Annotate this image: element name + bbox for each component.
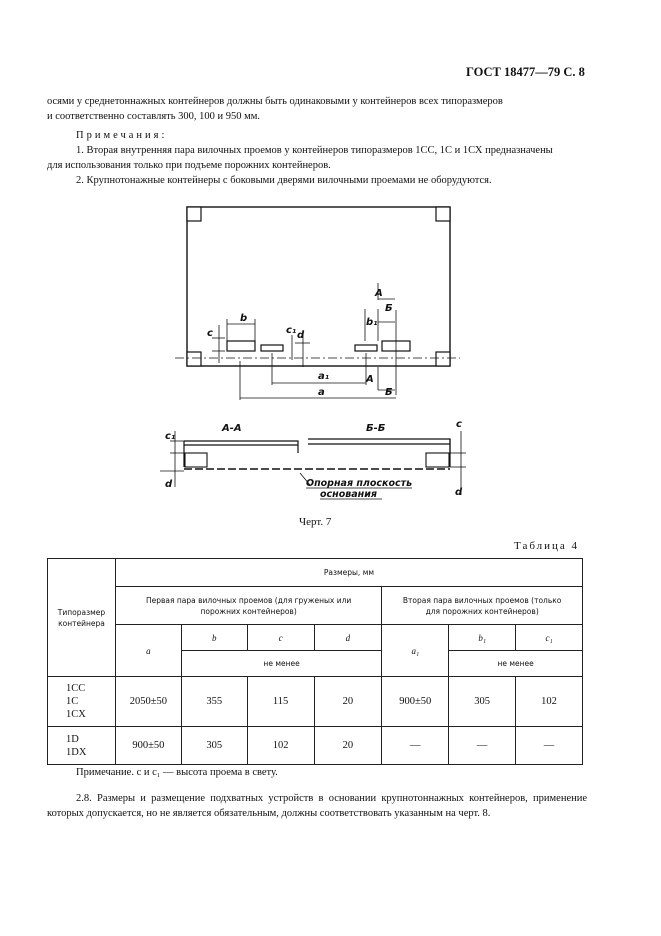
header-second-pair: Вторая пара вилочных проемов (только для порожних контейнеров) <box>382 587 583 625</box>
row-1-types: 1CC 1C 1CX <box>48 677 116 727</box>
intro-paragraph <box>47 94 587 124</box>
label-B-bottom: Б <box>385 387 393 398</box>
note-1-line-2: для использования только при подъеме порожних контейнеров. <box>47 160 331 171</box>
fork-pockets <box>227 341 410 351</box>
table-4 <box>47 558 583 765</box>
note-2: 2. Крупнотонажные контейнеры с боковыми дверями вилочными проемами не оборудуются. <box>76 175 492 186</box>
row-1-a1: 900±50 <box>382 677 449 727</box>
row-2-d: 20 <box>314 727 382 765</box>
row-2-b1: — <box>449 727 516 765</box>
row-1-a: 2050±50 <box>115 677 181 727</box>
col-c1: c₁ <box>516 625 583 651</box>
label-B-top: Б <box>385 303 393 314</box>
label-c-right: c <box>456 419 462 430</box>
label-support-plane-1: Опорная плоскость <box>306 478 413 489</box>
label-A-top: А <box>375 288 383 299</box>
label-c: c <box>207 328 213 339</box>
drawing-7 <box>0 195 661 515</box>
label-b: b <box>240 313 248 324</box>
intro-line-2: и соответственно составлять 300, 100 и 950 мм. <box>47 111 261 122</box>
not-less-second: не менее <box>449 651 583 677</box>
col-b: b <box>181 625 247 651</box>
row-1-c1: 102 <box>516 677 583 727</box>
row-2-c1: — <box>516 727 583 765</box>
sections <box>184 439 450 467</box>
row-1-b: 355 <box>181 677 247 727</box>
row-1-c: 115 <box>247 677 314 727</box>
not-less-first: не менее <box>181 651 382 677</box>
col-a1: a₁ <box>382 625 449 677</box>
row-1-b1: 305 <box>449 677 516 727</box>
row-1-d: 20 <box>314 677 382 727</box>
row-2-b: 305 <box>181 727 247 765</box>
row-2-a: 900±50 <box>115 727 181 765</box>
table-row <box>48 677 583 727</box>
row-2-types: 1D 1DX <box>48 727 116 765</box>
row-2-a1: — <box>382 727 449 765</box>
header-sizes: Размеры, мм <box>115 559 582 587</box>
label-b1: b₁ <box>366 317 378 328</box>
intro-line-1: осями у среднетоннажных контейнеров должны быть одинаковыми у контейнеров всех типоразмеров <box>47 96 503 107</box>
col-c: c <box>247 625 314 651</box>
section-pockets <box>185 453 449 467</box>
label-section-BB: Б-Б <box>366 423 386 434</box>
label-a: a <box>318 387 325 398</box>
table-row <box>48 727 583 765</box>
label-c1: c₁ <box>286 325 297 336</box>
table-note: Примечание. c и c₁ — высота проема в свету. <box>76 767 278 778</box>
note-1-line-1: 1. Вторая внутренняя пара вилочных проемов у контейнеров типоразмеров 1СС, 1С и 1СХ предназначены <box>76 145 553 156</box>
paragraph-2-8: 2.8. Размеры и размещение подхватных устройств в основании крупнотоннажных контейнеров, применение которых допускается, но не является обязательным, должны соответствовать указанным на черт. 8. <box>47 793 587 819</box>
notes-block <box>47 128 587 188</box>
header-first-pair: Первая пара вилочных проемов (для груженых или порожних контейнеров) <box>115 587 381 625</box>
notes-title: Примечания: <box>76 130 168 141</box>
label-d-right: d <box>455 487 463 498</box>
label-c1-section: c₁ <box>165 431 176 442</box>
table-caption: Таблица 4 <box>514 540 580 552</box>
col-d: d <box>314 625 382 651</box>
row-2-c: 102 <box>247 727 314 765</box>
col-b1: b₁ <box>449 625 516 651</box>
col-a: a <box>115 625 181 677</box>
header-container-type: Типоразмер контейнера <box>48 559 116 677</box>
label-A-bottom: А <box>366 374 374 385</box>
label-support-plane-2: основания <box>320 489 377 500</box>
label-d: d <box>297 330 305 341</box>
drawing-caption: Черт. 7 <box>299 516 332 528</box>
page-header: ГОСТ 18477—79 С. 8 <box>466 65 585 79</box>
label-section-AA: А-А <box>222 423 242 434</box>
label-a1: a₁ <box>318 371 330 382</box>
label-d-left: d <box>165 479 173 490</box>
